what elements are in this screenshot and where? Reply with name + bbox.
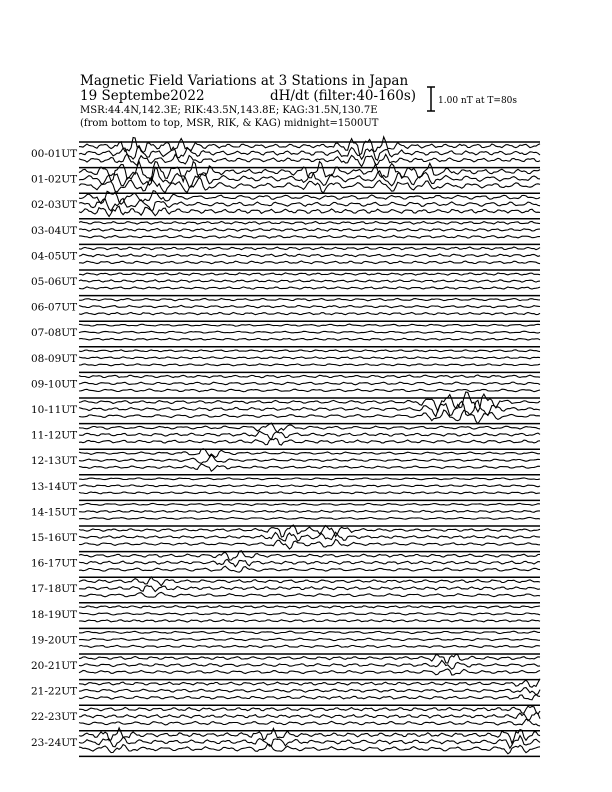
hour-label: 12-13UT	[31, 455, 78, 468]
panel-14-15UT	[31, 500, 540, 519]
hour-label: 06-07UT	[31, 301, 78, 314]
trace-kag	[79, 478, 540, 480]
trace-kag	[79, 273, 540, 275]
trace-msr	[79, 235, 540, 238]
trace-kag	[79, 137, 540, 155]
hour-label: 13-14UT	[31, 480, 78, 493]
trace-rik	[79, 280, 540, 282]
trace-rik	[79, 736, 540, 749]
trace-msr	[79, 410, 540, 424]
trace-kag	[79, 525, 540, 537]
panel-02-03UT	[31, 191, 540, 217]
trace-rik	[79, 688, 540, 695]
trace-rik	[79, 147, 540, 161]
quantity-label: dH/dt (filter:40-160s)	[270, 88, 417, 104]
trace-rik	[79, 510, 540, 512]
trace-rik	[79, 357, 540, 359]
panel-18-19UT	[31, 603, 540, 622]
panel-17-18UT	[31, 577, 540, 597]
trace-kag	[79, 222, 540, 225]
trace-msr	[79, 338, 540, 340]
hour-label: 20-21UT	[31, 660, 78, 672]
trace-msr	[79, 206, 540, 216]
panel-05-06UT	[31, 270, 540, 289]
trace-kag	[79, 247, 540, 250]
hourly-panels	[31, 137, 540, 757]
panel-04-05UT	[31, 244, 540, 263]
trace-msr	[79, 539, 540, 549]
trace-kag	[79, 631, 540, 633]
trace-msr	[79, 744, 540, 753]
hour-label: 17-18UT	[31, 583, 78, 596]
trace-msr	[79, 719, 540, 726]
hour-label: 10-11UT	[31, 404, 78, 416]
trace-msr	[79, 517, 540, 519]
panel-06-07UT	[31, 296, 540, 315]
trace-msr	[79, 154, 540, 167]
trace-rik	[79, 305, 540, 307]
hour-label: 19-20UT	[31, 634, 78, 647]
panel-19-20UT	[31, 628, 540, 647]
hour-label: 07-08UT	[31, 327, 78, 340]
trace-kag	[79, 375, 540, 378]
hour-label: 03-04UT	[31, 224, 78, 237]
panel-15-16UT	[31, 525, 540, 549]
trace-msr	[79, 645, 540, 647]
trace-rik	[79, 613, 540, 615]
hour-label: 01-02UT	[31, 173, 78, 186]
station-coordinates: MSR:44.4N,142.3E; RIK:43.5N,143.8E; KAG:31.5N,130.7E	[80, 105, 378, 116]
panel-23-24UT	[31, 728, 540, 754]
panel-22-23UT	[31, 705, 540, 726]
panel-12-13UT	[31, 449, 540, 472]
station-order-note: (from bottom to top, MSR, RIK, & KAG) midnight=1500UT	[80, 118, 379, 129]
hour-label: 02-03UT	[31, 199, 78, 212]
trace-rik	[79, 586, 540, 592]
figure-header	[80, 73, 517, 129]
trace-kag	[79, 606, 540, 608]
trace-kag	[79, 706, 540, 714]
trace-msr	[79, 177, 540, 193]
date-label: 19 Septembe2022	[80, 88, 205, 104]
trace-msr	[79, 389, 540, 392]
hour-label: 00-01UT	[31, 148, 78, 160]
figure-title: Magnetic Field Variations at 3 Stations in Japan	[80, 73, 409, 89]
trace-msr	[79, 566, 540, 572]
panel-07-08UT	[31, 321, 540, 340]
hour-label: 22-23UT	[31, 711, 78, 724]
trace-rik	[79, 382, 540, 385]
hour-label: 11-12UT	[31, 429, 78, 442]
trace-kag	[79, 423, 540, 432]
hour-label: 21-22UT	[31, 685, 78, 698]
trace-msr	[79, 287, 540, 289]
panel-21-22UT	[31, 679, 540, 700]
panel-00-01UT	[31, 137, 540, 167]
panel-08-09UT	[31, 347, 540, 366]
trace-rik	[79, 532, 540, 541]
trace-rik	[79, 638, 540, 640]
panel-09-10UT	[31, 372, 540, 391]
panel-03-04UT	[31, 219, 540, 238]
trace-msr	[79, 592, 540, 597]
trace-rik	[79, 431, 540, 439]
trace-msr	[79, 669, 540, 675]
panel-10-11UT	[31, 392, 540, 424]
trace-rik	[79, 455, 540, 463]
hour-label: 09-10UT	[31, 378, 78, 391]
trace-msr	[79, 620, 540, 622]
trace-rik	[79, 559, 540, 566]
trace-rik	[79, 228, 540, 231]
trace-rik	[79, 254, 540, 257]
panel-20-21UT	[31, 654, 540, 675]
trace-msr	[79, 694, 540, 699]
hour-label: 14-15UT	[31, 506, 78, 519]
trace-kag	[79, 503, 540, 505]
hour-label: 04-05UT	[31, 250, 78, 263]
hour-label: 23-24UT	[31, 736, 78, 749]
trace-rik	[79, 485, 540, 487]
trace-rik	[79, 331, 540, 333]
scale-bar-label: 1.00 nT at T=80s	[438, 96, 518, 106]
hour-label: 08-09UT	[31, 352, 78, 365]
hour-label: 15-16UT	[31, 532, 78, 544]
scale-bar	[427, 87, 435, 111]
hour-label: 18-19UT	[31, 608, 78, 621]
panel-13-14UT	[31, 475, 540, 494]
trace-msr	[79, 492, 540, 494]
trace-kag	[79, 324, 540, 326]
panel-11-12UT	[31, 423, 540, 445]
trace-msr	[79, 364, 540, 366]
trace-msr	[79, 438, 540, 445]
trace-msr	[79, 313, 540, 315]
trace-msr	[79, 261, 540, 264]
trace-kag	[79, 654, 540, 663]
hour-label: 16-17UT	[31, 557, 78, 570]
trace-msr	[79, 464, 540, 471]
trace-kag	[79, 577, 540, 586]
trace-kag	[79, 449, 540, 458]
trace-rik	[79, 713, 540, 721]
hour-label: 05-06UT	[31, 276, 78, 288]
trace-rik	[79, 660, 540, 669]
panel-16-17UT	[31, 551, 540, 572]
trace-kag	[79, 299, 540, 301]
trace-kag	[79, 350, 540, 352]
panel-01-02UT	[31, 162, 540, 193]
